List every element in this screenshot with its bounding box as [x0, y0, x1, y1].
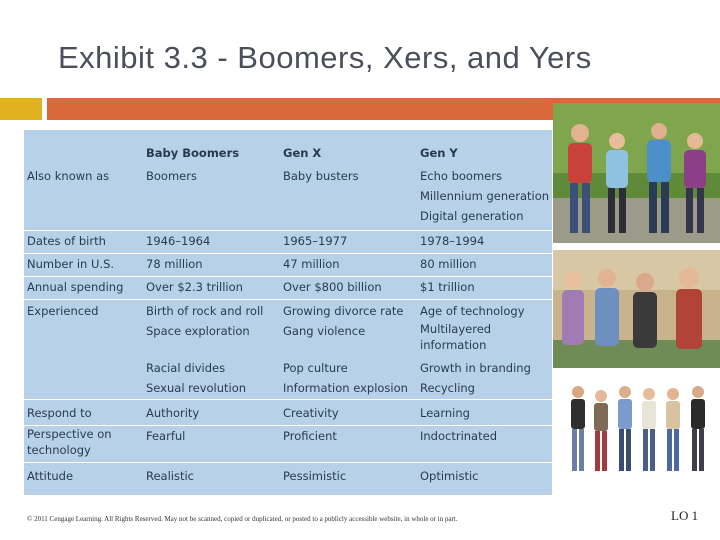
learning-objective-label: LO 1	[671, 508, 699, 523]
boomers-value: Fearful	[146, 429, 186, 443]
geny-photo	[556, 378, 720, 486]
boomers-value: 78 million	[146, 257, 203, 271]
row-label: Attitude	[27, 469, 74, 483]
boomers-value: Over $2.3 trillion	[146, 280, 243, 294]
slide-title: Exhibit 3.3 - Boomers, Xers, and Yers	[58, 40, 592, 75]
table-row	[24, 166, 552, 231]
boomers-photo	[553, 103, 720, 243]
table-row	[24, 466, 552, 488]
row-label: Annual spending	[27, 280, 124, 294]
geny-value: 1978–1994	[420, 234, 485, 248]
row-label: Number in U.S.	[27, 257, 115, 271]
header-baby-boomers: Baby Boomers	[146, 146, 240, 160]
table-row	[24, 231, 552, 254]
boomers-value: Birth of rock and roll Space exploration Racial divides Sexual revolution	[146, 304, 264, 395]
geny-value: Age of technology Multilayered information Growth in branding Recycling	[420, 304, 531, 395]
geny-value: $1 trillion	[420, 280, 475, 294]
table-row	[24, 277, 552, 300]
boomers-value: 1946–1964	[146, 234, 211, 248]
table-row	[24, 403, 552, 426]
geny-value: Optimistic	[420, 469, 479, 483]
geny-value: Echo boomers Millennium generation Digital generation	[420, 169, 550, 223]
geny-value: Learning	[420, 406, 470, 420]
genx-value: Proficient	[283, 429, 337, 443]
genx-value: Pessimistic	[283, 469, 347, 483]
table-header-row	[24, 143, 552, 165]
genx-value: 47 million	[283, 257, 340, 271]
boomers-value: Realistic	[146, 469, 195, 483]
boomers-value: Boomers	[146, 169, 197, 183]
row-label: Experienced	[27, 304, 99, 318]
row-label: Perspective on technology	[27, 427, 112, 457]
table-row	[24, 301, 552, 400]
genx-photo	[553, 250, 720, 368]
genx-value: Growing divorce rate Gang violence Pop culture Information explosion	[283, 304, 408, 395]
generations-table	[24, 130, 552, 495]
copyright-footer: © 2011 Cengage Learning. All Rights Reserved. May not be scanned, copied or duplicated, or posted to a publicly accessible website, in whole or in part.	[27, 515, 458, 523]
accent-block	[0, 98, 42, 120]
genx-value: Creativity	[283, 406, 339, 420]
genx-value: Baby busters	[283, 169, 359, 183]
header-gen-x: Gen X	[283, 146, 322, 160]
genx-value: Over $800 billion	[283, 280, 382, 294]
row-label: Dates of birth	[27, 234, 106, 248]
row-label: Respond to	[27, 406, 92, 420]
table-row	[24, 426, 552, 463]
table-row	[24, 254, 552, 277]
row-label: Also known as	[27, 169, 110, 183]
header-gen-y: Gen Y	[420, 146, 458, 160]
boomers-value: Authority	[146, 406, 200, 420]
genx-value: 1965–1977	[283, 234, 348, 248]
geny-value: Indoctrinated	[420, 429, 497, 443]
geny-value: 80 million	[420, 257, 477, 271]
